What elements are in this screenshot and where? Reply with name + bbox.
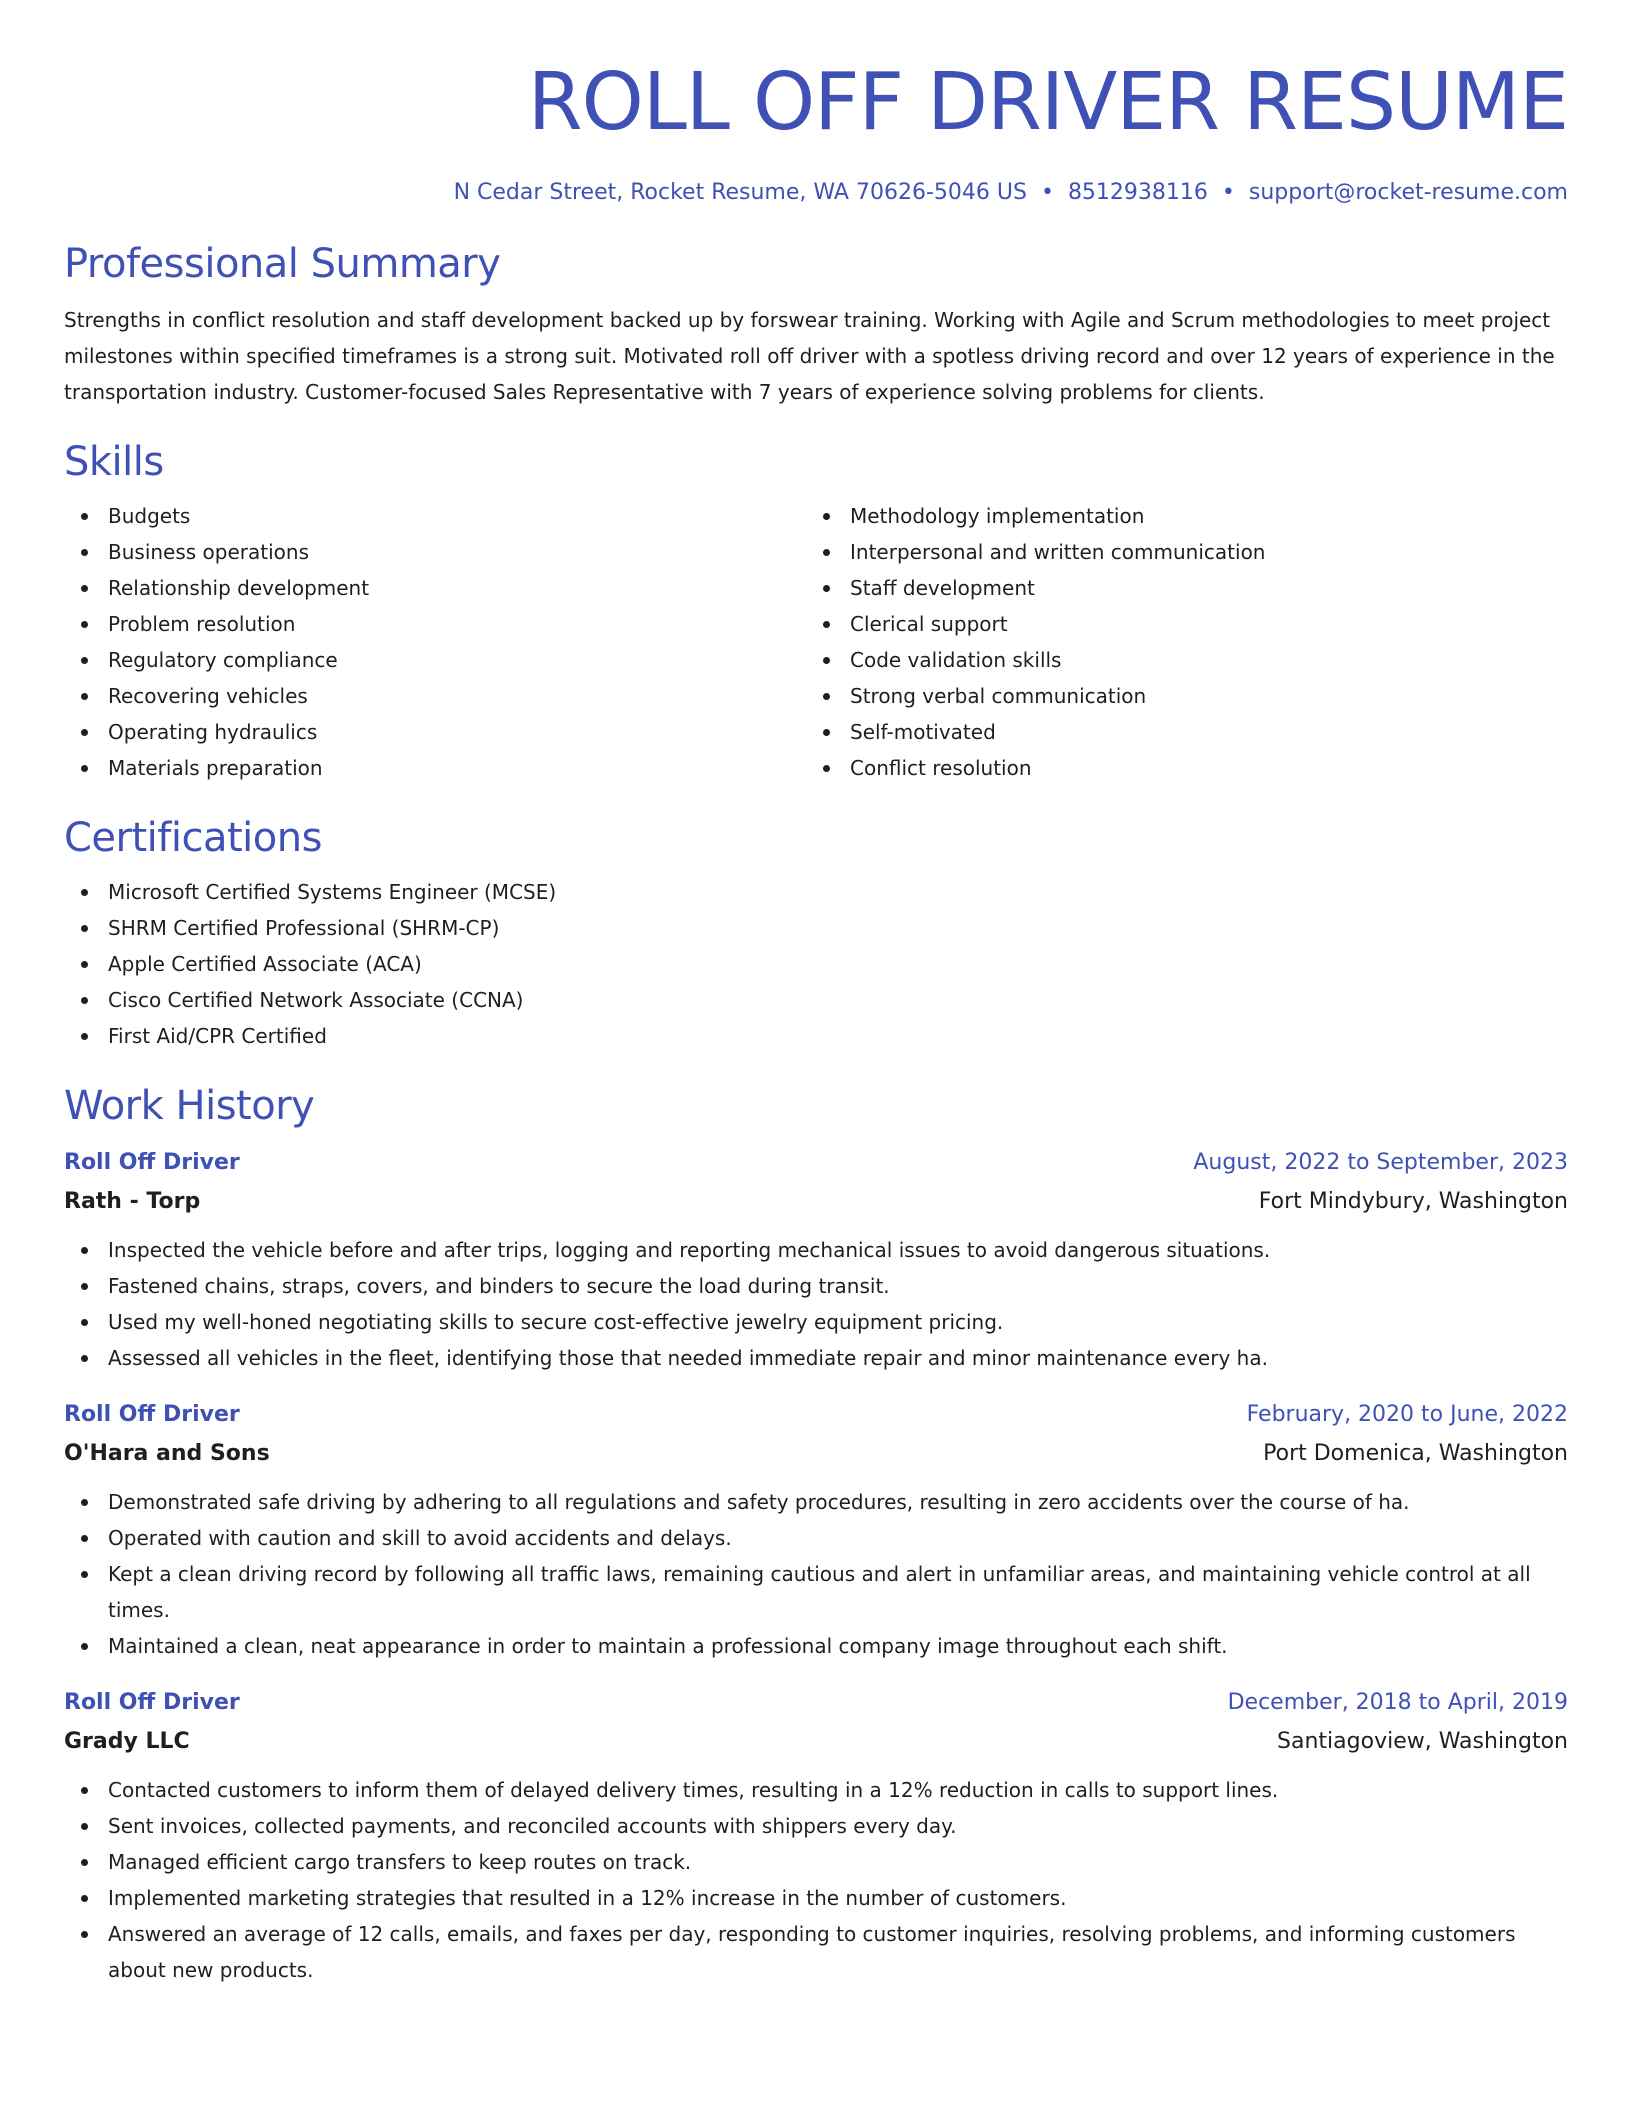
skill-item: Recovering vehicles [64,678,806,714]
job-title: Roll Off Driver [64,1150,240,1175]
job-company-row [64,1722,1568,1762]
job-company: O'Hara and Sons [64,1441,270,1466]
job-company: Rath - Torp [64,1189,201,1214]
work-history-section [64,1080,1568,1988]
skill-item: Relationship development [64,570,806,606]
job-bullets [64,1232,1568,1376]
skill-item: Self-motivated [806,714,1548,750]
summary-text: Strengths in conflict resolution and staff development backed up by forswear training. Working with Agile and Scrum methodologies to meet project milestones within specified timeframes is a strong suit. Motivated roll off driver with a spotless driving record and over 12 years of experience in the transportation industry. Customer-focused Sales Representative with 7 years of experience solving problems for clients. [64,308,1555,404]
skill-item: Conflict resolution [806,750,1548,786]
skill-item: Methodology implementation [806,498,1548,534]
job-bullet: Answered an average of 12 calls, emails, and faxes per day, responding to customer inquiries, resolving problems, and informing customers about new products. [64,1916,1568,1988]
certifications-section [64,812,1568,1054]
skill-item: Business operations [64,534,806,570]
job-bullet: Assessed all vehicles in the fleet, identifying those that needed immediate repair and minor maintenance every ha. [64,1340,1568,1376]
job-bullets [64,1484,1568,1664]
contact-separator: • [1040,180,1054,205]
skill-item: Clerical support [806,606,1548,642]
certification-item: Microsoft Certified Systems Engineer (MCSE) [64,874,1568,910]
job-company: Grady LLC [64,1729,190,1754]
job-company-row [64,1434,1568,1474]
certification-item: SHRM Certified Professional (SHRM-CP) [64,910,1568,946]
job-entry [64,1684,1568,1988]
skill-item: Regulatory compliance [64,642,806,678]
job-dates: February, 2020 to June, 2022 [1246,1402,1568,1427]
job-title-row [64,1684,1568,1722]
certifications-list [64,874,1568,1054]
job-bullet: Implemented marketing strategies that resulted in a 12% increase in the number of customers. [64,1880,1568,1916]
job-bullet: Fastened chains, straps, covers, and binders to secure the load during transit. [64,1268,1568,1304]
job-bullet: Contacted customers to inform them of delayed delivery times, resulting in a 12% reduction in calls to support lines. [64,1772,1568,1808]
resume-title: ROLL OFF DRIVER RESUME [527,56,1568,148]
job-bullet: Kept a clean driving record by following all traffic laws, remaining cautious and alert in unfamiliar areas, and maintaining vehicle control at all times. [64,1556,1568,1628]
job-title: Roll Off Driver [64,1690,240,1715]
job-location: Fort Mindybury, Washington [1258,1189,1568,1214]
job-bullet: Used my well-honed negotiating skills to secure cost-effective jewelry equipment pricing. [64,1304,1568,1340]
professional-summary-section [64,238,1568,410]
job-bullet: Maintained a clean, neat appearance in order to maintain a professional company image throughout each shift. [64,1628,1568,1664]
skill-item: Materials preparation [64,750,806,786]
section-title: Professional Summary [64,241,501,287]
job-bullets [64,1772,1568,1988]
skills-list-right [806,498,1548,786]
contact-address: N Cedar Street, Rocket Resume, WA 70626-5046 US [453,180,1027,205]
job-dates: August, 2022 to September, 2023 [1193,1150,1568,1175]
skill-item: Code validation skills [806,642,1548,678]
job-title-row [64,1144,1568,1182]
contact-line [64,178,1568,208]
job-location: Santiagoview, Washington [1277,1729,1568,1754]
section-title: Skills [64,439,164,485]
skills-section [64,436,1568,786]
skill-item: Budgets [64,498,806,534]
skills-grid [64,498,1568,786]
skill-item: Problem resolution [64,606,806,642]
contact-separator: • [1221,180,1235,205]
job-title-row [64,1396,1568,1434]
resume-header [64,0,1568,208]
job-title: Roll Off Driver [64,1402,240,1427]
job-bullet: Demonstrated safe driving by adhering to all regulations and safety procedures, resulting in zero accidents over the course of ha. [64,1484,1568,1520]
job-bullet: Inspected the vehicle before and after trips, logging and reporting mechanical issues to avoid dangerous situations. [64,1232,1568,1268]
job-bullet: Operated with caution and skill to avoid accidents and delays. [64,1520,1568,1556]
skill-item: Strong verbal communication [806,678,1548,714]
contact-phone[interactable]: 8512938116 [1067,180,1208,205]
skill-item: Operating hydraulics [64,714,806,750]
skill-item: Interpersonal and written communication [806,534,1548,570]
job-dates: December, 2018 to April, 2019 [1227,1690,1568,1715]
job-bullet: Managed efficient cargo transfers to keep routes on track. [64,1844,1568,1880]
certification-item: Cisco Certified Network Associate (CCNA) [64,982,1568,1018]
job-location: Port Domenica, Washington [1263,1441,1568,1466]
job-entry [64,1144,1568,1376]
skill-item: Staff development [806,570,1548,606]
job-company-row [64,1182,1568,1222]
section-title: Work History [64,1083,315,1129]
job-entry [64,1396,1568,1664]
skills-list-left [64,498,806,786]
section-title: Certifications [64,815,322,861]
contact-email[interactable]: support@rocket-resume.com [1248,180,1568,205]
certification-item: First Aid/CPR Certified [64,1018,1568,1054]
certification-item: Apple Certified Associate (ACA) [64,946,1568,982]
job-bullet: Sent invoices, collected payments, and reconciled accounts with shippers every day. [64,1808,1568,1844]
